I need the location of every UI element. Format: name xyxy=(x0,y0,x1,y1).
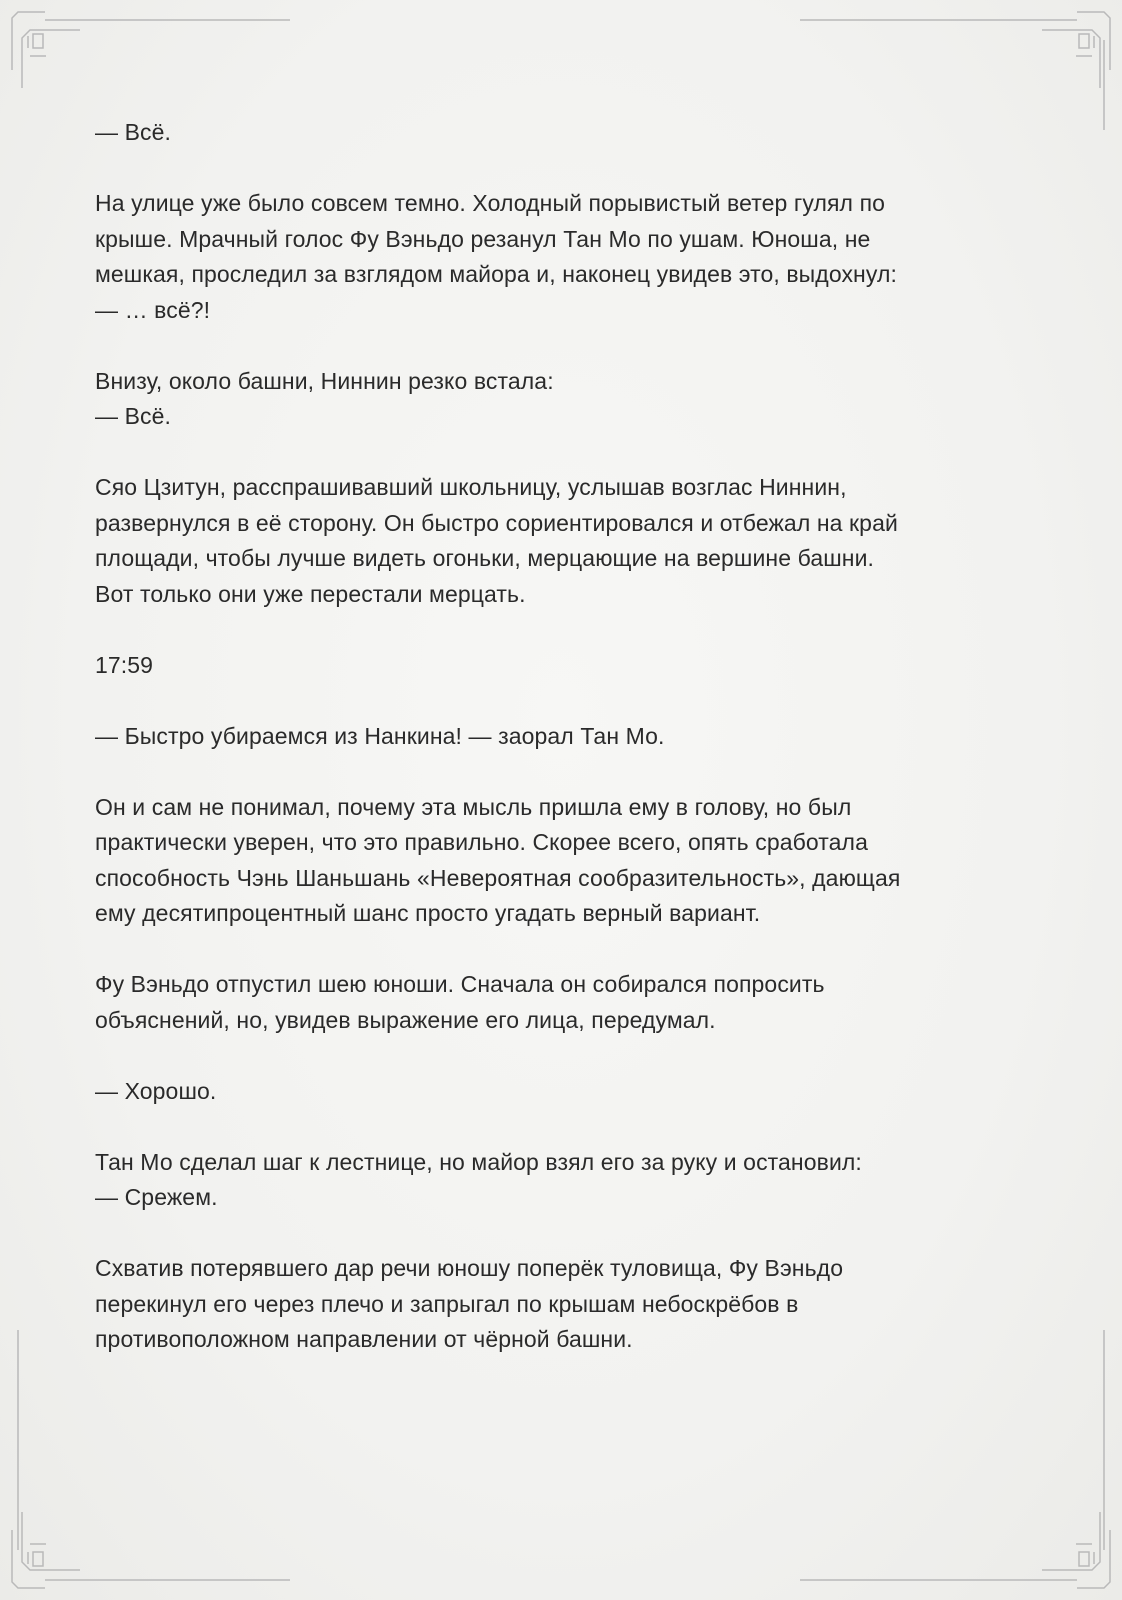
paragraph-10: Тан Мо сделал шаг к лестнице, но майор взял его за руку и остановил: — Срежем. xyxy=(95,1148,862,1210)
paragraph-9: — Хорошо. xyxy=(95,1077,217,1104)
paragraph-2: На улице уже было совсем темно. Холодный порывистый ветер гулял по крыше. Мрачный голос Фу Вэньдо резанул Тан Мо по ушам. Юноша, не мешкая, проследил за взглядом майора и, наконец увидев это, выдохнул: — … всё?! xyxy=(95,190,897,323)
paragraph-1: — Всё. xyxy=(95,119,172,145)
chapter-text xyxy=(95,115,1030,1358)
paragraph-6: — Быстро убираемся из Нанкина! — заорал Тан Мо. xyxy=(95,722,665,749)
paragraph-4: Сяо Цзитун, расспрашивавший школьницу, услышав возглас Ниннин, развернулся в её сторону. Он быстро сориентировался и отбежал на край площади, чтобы лучше видеть огоньки, мерцающие на вершине башни. Вот только они уже перестали мерцать. xyxy=(95,474,898,607)
paragraph-8: Фу Вэньдо отпустил шею юноши. Сначала он собирался попросить объяснений, но, увидев выражение его лица, передумал. xyxy=(95,971,825,1033)
paragraph-7: Он и сам не понимал, почему эта мысль пришла ему в голову, но был практически уверен, что это правильно. Скорее всего, опять сработала способность Чэнь Шаньшань «Невероятная сообразительность», дающая ему десятипроцентный шанс просто угадать верный вариант. xyxy=(95,793,901,926)
paragraph-3: Внизу, около башни, Ниннин резко встала: — Всё. xyxy=(95,367,554,429)
paragraph-11: Схватив потерявшего дар речи юношу поперёк туловища, Фу Вэньдо перекинул его через плечо и запрыгал по крышам небоскрёбов в противоположном направлении от чёрной башни. xyxy=(95,1255,844,1352)
timestamp-paragraph: 17:59 xyxy=(95,651,154,678)
